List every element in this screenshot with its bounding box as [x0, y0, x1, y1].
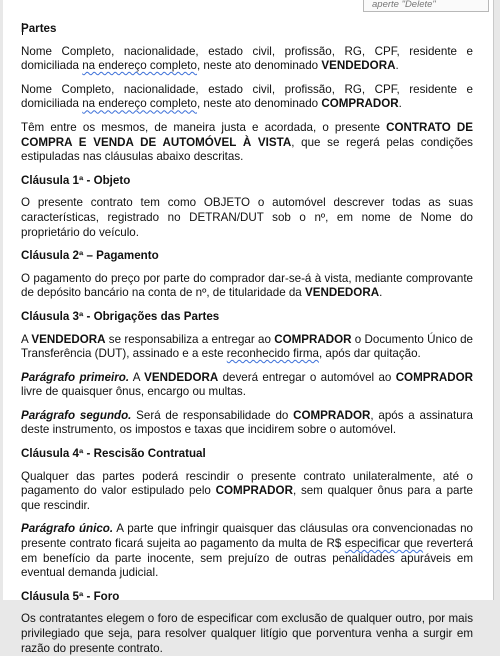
clause-1-heading: Cláusula 1ª - Objeto: [21, 173, 131, 187]
seller-address: na endereço completo: [82, 59, 197, 73]
clause-3-paragraph-first: Parágrafo primeiro. A VENDEDORA deverá entregar o automóvel ao COMPRADOR livre de quaisquer ônus, encargo ou multas.: [21, 370, 473, 399]
clause-5-heading: Cláusula 5ª - Foro: [21, 589, 120, 603]
clause-2-heading: Cláusula 2ª – Pagamento: [21, 249, 159, 263]
document-page[interactable]: [3, 0, 494, 655]
hint-tooltip: aperte "Delete": [363, 0, 489, 12]
clause-1-text: O presente contrato tem como OBJETO o automóvel descrever todas as suas características, registrado no DETRAN/DUT sob o nº, em nome de Nome do proprietário do veículo.: [21, 196, 473, 239]
clause-3-heading: Cláusula 3ª - Obrigações das Partes: [21, 309, 220, 323]
buyer-address: na endereço completo: [82, 97, 197, 111]
clause-3-paragraph: A VENDEDORA se responsabiliza a entregar ao COMPRADOR o Documento Único de Transferência (DUT), assinado e a este reconhecido firma, após dar quitação.: [21, 332, 473, 361]
clause-4-paragraph-unique: Parágrafo único. A parte que infringir quaisquer das cláusulas ora convencionadas no presente contrato ficará sujeita ao pagamento da multa de R$ especificar que reverterá em benefício da parte inocente, sem prejuízo de outras penalidades apuráveis em eventual demanda judicial.: [21, 522, 473, 580]
clause-2-text: O pagamento do preço por parte do comprador dar-se-á à vista, mediante comprovante de depósito bancário na conta de nº, de titularidade da VENDEDORA.: [21, 271, 473, 300]
clause-3-paragraph-second: Parágrafo segundo. Será de responsabilidade do COMPRADOR, após a assinatura deste instrumento, os impostos e taxas que incidirem sobre o automóvel.: [21, 408, 473, 437]
section-title: Partes: [21, 22, 57, 35]
party-seller-paragraph: Nome Completo, nacionalidade, estado civil, profissão, RG, CPF, residente e domiciliada na endereço completo, neste ato denominado VENDEDORA.: [21, 44, 473, 73]
clause-5-text: Os contratantes elegem o foro de especificar com exclusão de qualquer outro, por mais privilegiado que seja, para resolver qualquer litígio que porventura venha a surgir em razão do presente contrato.: [21, 612, 473, 655]
clause-4-heading: Cláusula 4ª - Rescisão Contratual: [21, 447, 206, 461]
document-body[interactable]: [21, 0, 473, 656]
clause-4-paragraph: Qualquer das partes poderá rescindir o presente contrato unilateralmente, até o pagamento do valor estipulado pelo COMPRADOR, sem qualquer ônus para a parte que rescindir.: [21, 469, 474, 512]
party-buyer-paragraph: Nome Completo, nacionalidade, estado civil, profissão, RG, CPF, residente e domiciliada na endereço completo, neste ato denominado COMPRADOR.: [21, 82, 473, 111]
intro-paragraph: Têm entre os mesmos, de maneira justa e acordada, o presente CONTRATO DE COMPRA E VENDA DE AUTOMÓVEL À VISTA, que se regerá pelas condições estipuladas nas cláusulas abaixo descritas.: [21, 120, 473, 164]
